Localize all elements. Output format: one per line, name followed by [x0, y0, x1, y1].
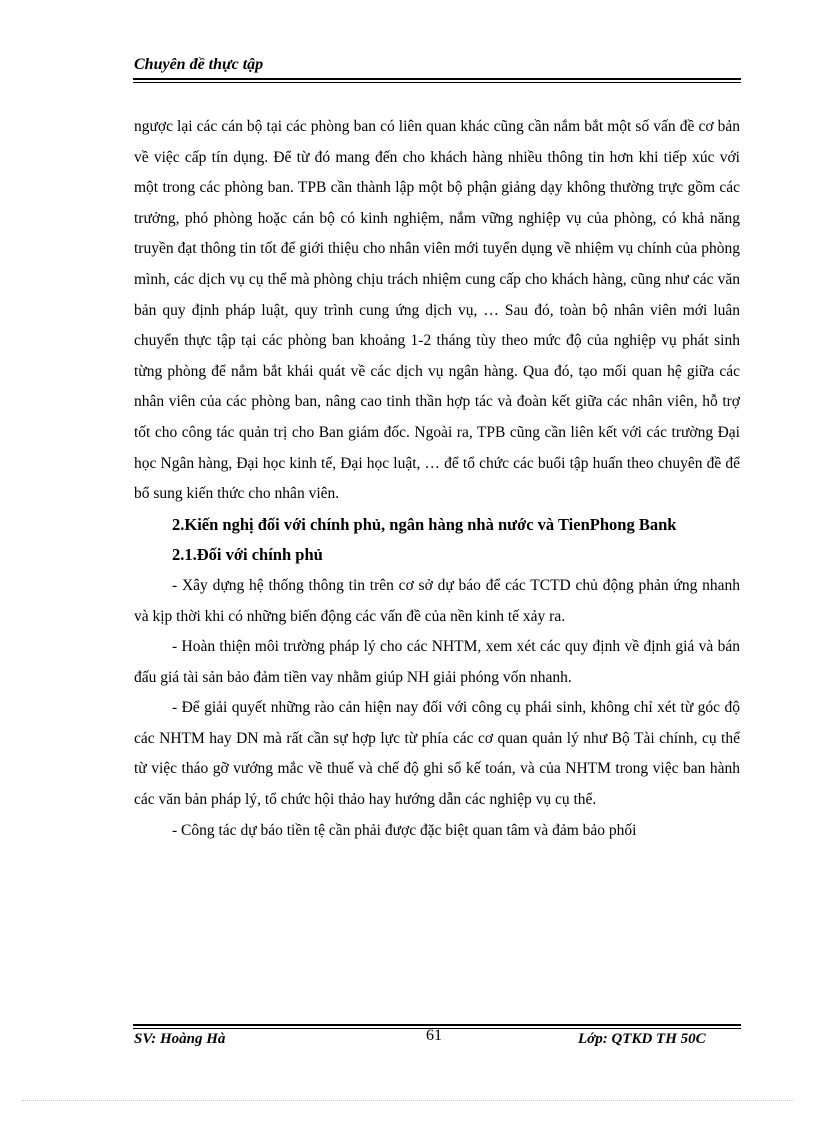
page-header-title: Chuyên đề thực tập — [134, 56, 264, 73]
footer-student-name: SV: Hoàng Hà — [134, 1031, 226, 1047]
section-heading-2: 2.Kiến nghị đối với chính phủ, ngân hàng nhà nước và TienPhong Bank — [172, 514, 677, 534]
bullet-item-1: - Xây dựng hệ thống thông tin trên cơ sở dự báo để các TCTD chủ động phản ứng nhanh và kịp thời khi có những biến động các vấn đề của nền kinh tế xảy ra. — [134, 576, 740, 625]
page-number: 61 — [426, 1027, 442, 1044]
bullet-item-3: - Để giải quyết những rào cản hiện nay đối với công cụ phái sinh, không chỉ xét từ góc độ các NHTM hay DN mà rất cần sự hợp lực từ phía các cơ quan quản lý như Bộ Tài chính, cụ thể từ việc tháo gỡ vướng mắc về thuế và chế độ ghi sổ kế toán, và của NHTM trong việc ban hành các văn bản pháp lý, tổ chức hội thảo hay hướng dẫn các nghiệp vụ cụ thể. — [134, 699, 740, 809]
document-body — [134, 112, 740, 846]
header-divider-thin — [133, 82, 741, 83]
bullet-item-2: - Hoàn thiện môi trường pháp lý cho các NHTM, xem xét các quy định về định giá và bán đấu giá tài sản bảo đảm tiền vay nhằm giúp NH giải phóng vốn nhanh. — [134, 638, 740, 686]
footer-divider — [133, 1024, 741, 1026]
section-heading-2-1: 2.1.Đối với chính phủ — [172, 545, 323, 565]
footer-class-name: Lớp: QTKD TH 50C — [578, 1031, 706, 1047]
paragraph-intro: ngược lại các cán bộ tại các phòng ban có liên quan khác cũng cần nắm bắt một số vấn đề cơ bản về việc cấp tín dụng. Để từ đó mang đến cho khách hàng nhiều thông tin hơn khi tiếp xúc với một trong các phòng ban. TPB cần thành lập một bộ phận giảng dạy không thường trực gồm các trưởng, phó phòng hoặc cán bộ có kinh nghiệm, nắm vững nghiệp vụ của phòng, có khả năng truyền đạt thông tin tốt để giới thiệu cho nhân viên mới tuyển dụng về nhiệm vụ chính của phòng mình, các dịch vụ cụ thể mà phòng chịu trách nhiệm cung cấp cho khách hàng, cũng như các văn bản quy định pháp luật, quy trình cung ứng dịch vụ, … Sau đó, toàn bộ nhân viên mới luân chuyển thực tập tại các phòng ban khoảng 1-2 tháng tùy theo mức độ của nghiệp vụ phát sinh từng phòng để nắm bắt khái quát về các dịch vụ ngân hàng. Qua đó, tạo mối quan hệ giữa các nhân viên của các phòng ban, nâng cao tinh thần hợp tác và đoàn kết giữa các nhân viên, hỗ trợ tốt cho công tác quản trị cho Ban giám đốc. Ngoài ra, TPB cũng cần liên kết với các trường Đại học Ngân hàng, Đại học kinh tế, Đại học luật, … để tổ chức các buổi tập huấn theo chuyên đề để bổ sung kiến thức cho nhân viên. — [134, 118, 740, 503]
bullet-item-4: - Công tác dự báo tiền tệ cần phải được đặc biệt quan tâm và đảm bảo phối — [172, 821, 637, 839]
page-boundary — [22, 1100, 794, 1101]
header-divider — [133, 78, 741, 80]
